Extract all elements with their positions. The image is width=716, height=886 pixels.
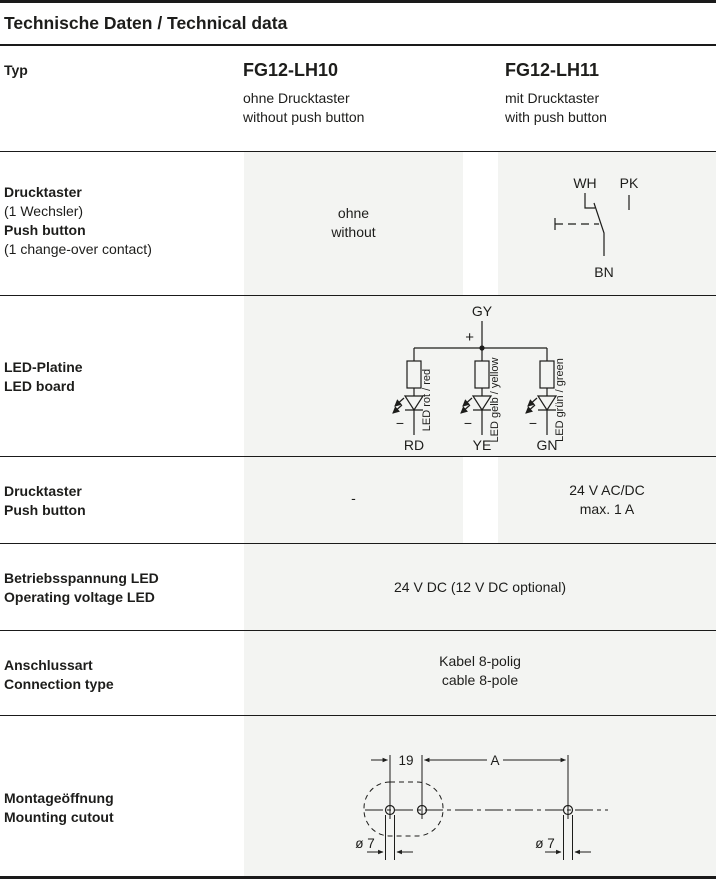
plus-sign: + [465,329,474,346]
nc-contact [585,193,595,208]
label-led-board [4,358,83,396]
model-col2: FG12-LH11 [505,60,600,80]
dim-a-label: A [490,753,500,768]
rating-current: max. 1 A [579,501,635,517]
supply-gy-label: GY [471,303,493,319]
label-de: Montageöffnung [4,790,114,806]
dia-right-label: ø 7 [535,836,555,851]
led-green-label: LED grün / green [554,358,566,442]
resistor [407,361,421,388]
led-branch-yellow [461,348,501,453]
label-en: Operating voltage LED [4,589,155,605]
contact-symbol [555,193,629,256]
led-board-diagram [244,296,716,456]
value-connection [244,652,716,690]
led-branch-red [393,348,433,453]
label-operating-voltage [4,569,159,607]
top-rule [0,0,716,3]
label-de: Anschlussart [4,657,93,673]
row-label-typ: Typ [4,62,28,78]
resistor [540,361,554,388]
label-de-note: (1 Wechsler) [4,203,84,219]
cutout-outline [364,782,443,836]
model-col1-sub-de: ohne Drucktaster [243,90,350,106]
minus-sign: − [528,415,538,431]
led-yellow-label: LED gelb / yellow [489,357,501,443]
label-en: LED board [4,378,75,394]
label-en: Push button [4,502,86,518]
label-push-button-contact [4,183,152,259]
value-contact-col1 [244,204,463,242]
value-ohne: ohne [337,205,370,221]
rating-voltage: 24 V AC/DC [569,482,645,498]
resistor [475,361,489,388]
bottom-rule [0,876,716,879]
mounting-cutout-diagram [244,716,716,876]
terminal-ye-label: YE [472,437,492,453]
title-rule [0,44,716,46]
value-rating-col1: - [351,490,356,506]
label-de: LED-Platine [4,359,83,375]
light-arrow [461,405,470,413]
model-col1: FG12-LH10 [243,60,339,80]
light-arrow [393,405,402,413]
led-branch-green [526,348,566,453]
connection-de: Kabel 8-polig [439,653,521,669]
label-en: Push button [4,222,86,238]
connection-en: cable 8-pole [441,672,519,688]
terminal-wh-label: WH [573,175,597,191]
minus-sign: − [395,415,405,431]
light-arrow [463,398,472,406]
minus-sign: − [463,415,473,431]
model-col2-sub-de: mit Drucktaster [505,90,600,106]
label-en: Mounting cutout [4,809,114,825]
light-arrow [395,398,404,406]
label-en-note: (1 change-over contact) [4,241,152,257]
model-col1-sub-en: without push button [243,109,365,125]
model-col2-sub-en: with push button [505,109,607,125]
led-red-label: LED rot / red [421,368,433,432]
terminal-gn-label: GN [536,437,558,453]
terminal-bn-label: BN [594,264,614,280]
light-arrow [528,398,537,406]
supply-bus [414,321,547,348]
terminal-rd-label: RD [403,437,425,453]
label-en: Connection type [4,676,114,692]
dia-left-label: ø 7 [355,836,375,851]
light-arrow [526,405,535,413]
page-title: Technische Daten / Technical data [4,13,288,33]
label-mounting-cutout [4,789,114,827]
dim-19-label: 19 [398,753,414,768]
value-rating-col2 [498,481,716,519]
label-connection-type [4,656,114,694]
contact-lever [594,203,604,256]
change-over-contact-diagram [498,152,716,295]
label-push-button-rating [4,482,86,520]
label-de: Drucktaster [4,483,82,499]
value-operating-voltage: 24 V DC (12 V DC optional) [394,579,566,595]
dimension-arrows [367,760,591,852]
terminal-pk-label: PK [619,175,639,191]
label-de: Drucktaster [4,184,82,200]
label-de: Betriebsspannung LED [4,570,159,586]
value-without: without [331,224,376,240]
